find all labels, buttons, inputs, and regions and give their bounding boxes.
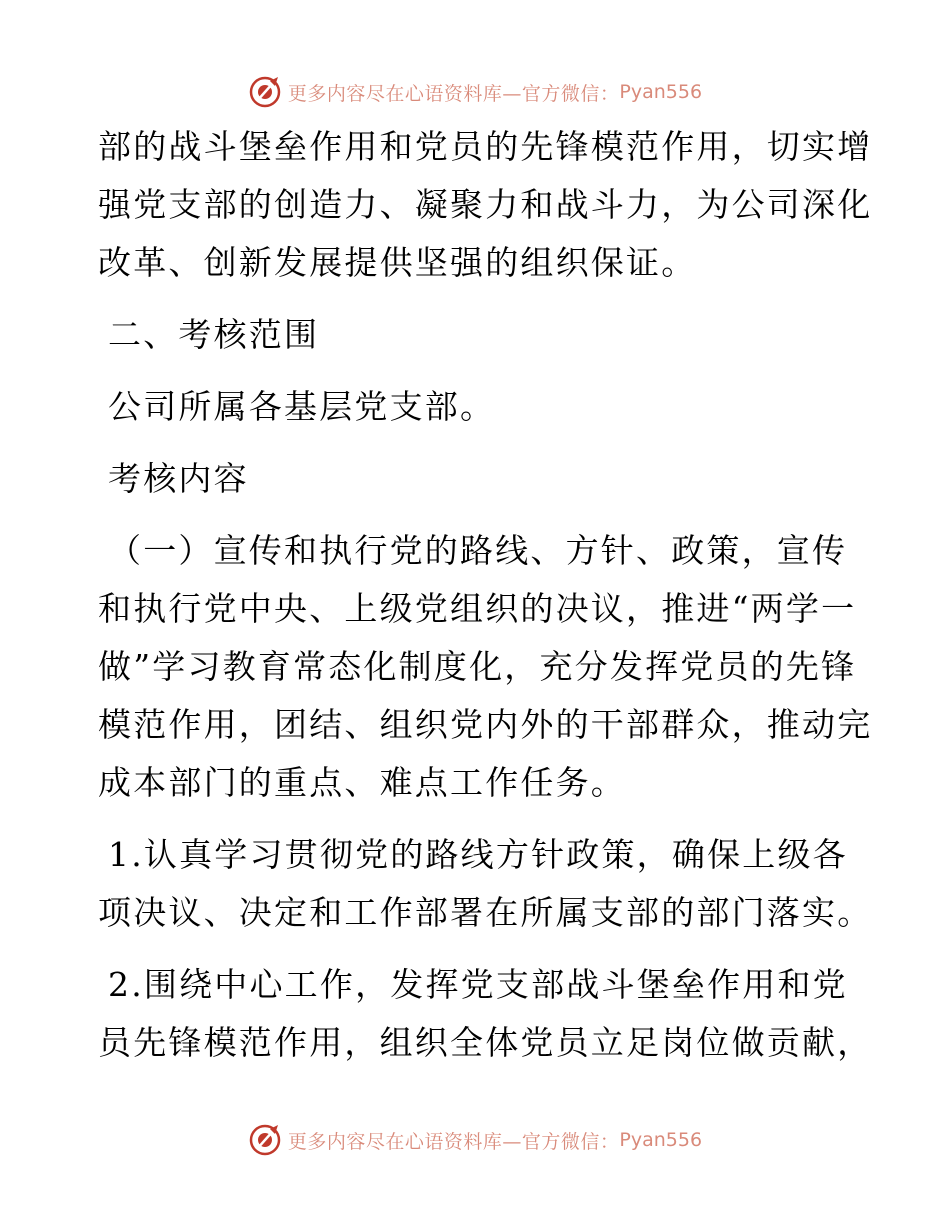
paragraph-line: 1.认真学习贯彻党的路线方针政策，确保上级各 [108,835,848,874]
paragraph-line: 改革、创新发展提供坚强的组织保证。 [98,243,697,282]
watermark-account: Pyan556 [619,81,703,103]
watermark-text: 更多内容尽在心语资料库—官方微信： [287,82,620,105]
paragraph-line: 成本部门的重点、难点工作任务。 [98,763,626,802]
paragraph-line: 2.围绕中心工作，发挥党支部战斗堡垒作用和党 [108,965,848,1004]
paragraph-line: 强党支部的创造力、凝聚力和战斗力，为公司深化 [98,185,873,224]
watermark-account: Pyan556 [619,1129,703,1151]
section-heading: 二、考核范围 [108,315,320,354]
paragraph-line: 公司所属各基层党支部。 [108,387,496,426]
watermark-footer [0,1120,950,1160]
paragraph-line: （一）宣传和执行党的路线、方针、政策，宣传 [108,531,848,570]
watermark-header [0,72,950,112]
document-body [98,118,873,1072]
paragraph-line: 做”学习教育常态化制度化，充分发挥党员的先锋 [98,647,857,686]
brand-logo-icon [248,1123,282,1157]
paragraph-line: 员先锋模范作用，组织全体党员立足岗位做贡献， [98,1023,873,1062]
brand-logo-icon [248,75,282,109]
watermark-text: 更多内容尽在心语资料库—官方微信： [287,1130,620,1153]
paragraph-line: 部的战斗堡垒作用和党员的先锋模范作用，切实增 [98,127,873,166]
paragraph-line: 项决议、决定和工作部署在所属支部的部门落实。 [98,893,873,932]
section-heading: 考核内容 [108,459,249,498]
paragraph-line: 模范作用，团结、组织党内外的干部群众，推动完 [98,705,873,744]
paragraph-line: 和执行党中央、上级党组织的决议，推进“两学一 [98,589,857,628]
